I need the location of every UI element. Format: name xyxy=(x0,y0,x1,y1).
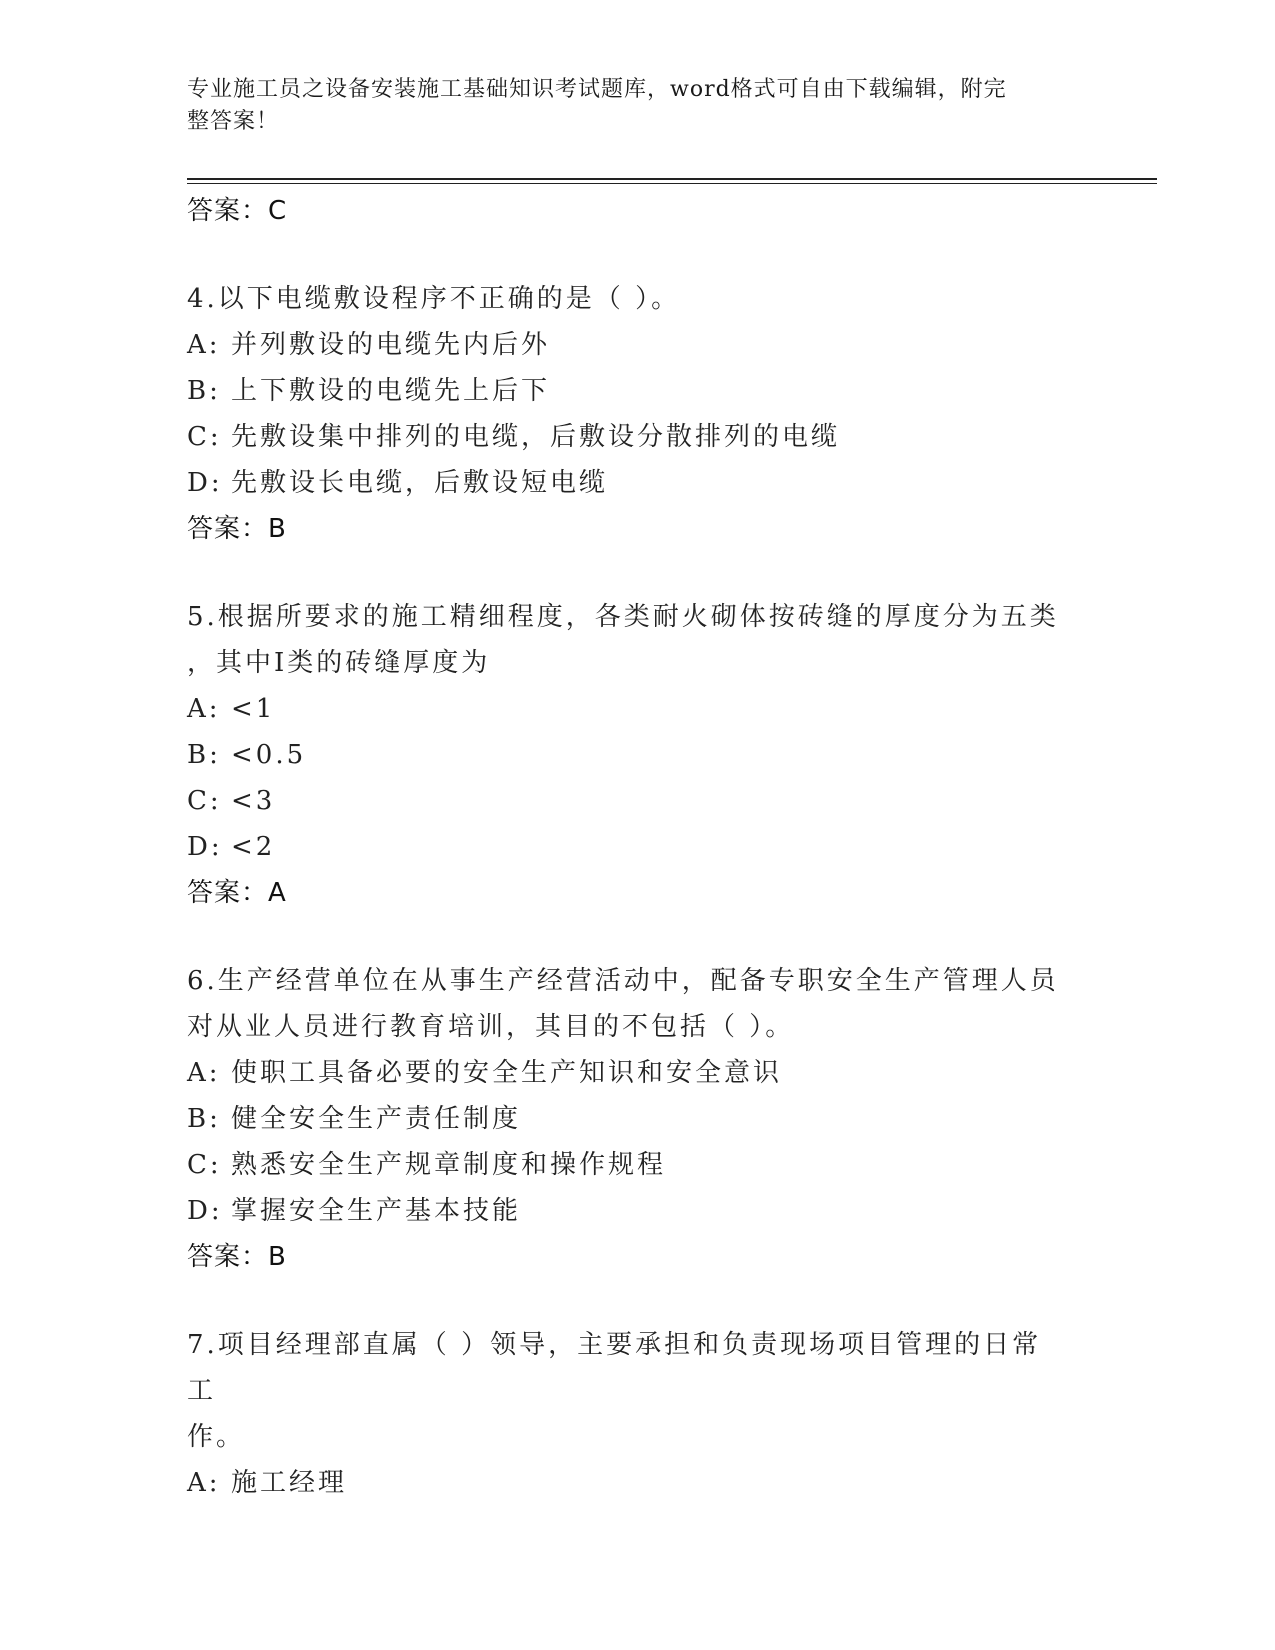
question-stem: 4.以下电缆敷设程序不正确的是（ ）。 xyxy=(187,284,681,314)
option-row xyxy=(187,824,1087,870)
option-text: <0.5 xyxy=(231,740,307,770)
option-label: C: xyxy=(187,422,222,452)
question-stem: 对从业人员进行教育培训，其目的不包括（ ）。 xyxy=(187,1012,795,1042)
option-row xyxy=(187,1142,1087,1188)
option-text: 并列敷设的电缆先内后外 xyxy=(231,330,551,360)
header-divider-thin xyxy=(187,183,1157,184)
option-text: 熟悉安全生产规章制度和操作规程 xyxy=(231,1150,667,1180)
option-label: A: xyxy=(187,330,221,360)
option-label: B: xyxy=(187,376,221,406)
question-stem: 5.根据所要求的施工精细程度，各类耐火砌体按砖缝的厚度分为五类 xyxy=(187,602,1059,632)
question-stem: 7.项目经理部直属（ ）领导，主要承担和负责现场项目管理的日常工 xyxy=(187,1330,1042,1406)
option-text: 先敷设集中排列的电缆，后敷设分散排列的电缆 xyxy=(231,422,841,452)
answer-line: 答案：B xyxy=(187,514,287,544)
option-row xyxy=(187,368,1087,414)
option-label: C: xyxy=(187,1150,222,1180)
option-label: D: xyxy=(187,1196,223,1226)
option-text: 掌握安全生产基本技能 xyxy=(231,1196,522,1226)
option-label: B: xyxy=(187,740,221,770)
header-line-1: 专业施工员之设备安装施工基础知识考试题库，word格式可自由下载编辑，附完 xyxy=(187,77,1007,102)
option-label: D: xyxy=(187,832,223,862)
option-row xyxy=(187,322,1087,368)
question-block xyxy=(187,1322,1087,1506)
option-label: D: xyxy=(187,468,223,498)
option-text: 使职工具备必要的安全生产知识和安全意识 xyxy=(231,1058,783,1088)
question-list xyxy=(187,188,1087,1506)
header-line-2: 整答案！ xyxy=(187,109,280,134)
option-text: 施工经理 xyxy=(231,1468,348,1498)
option-row xyxy=(187,1096,1087,1142)
option-text: <3 xyxy=(231,786,276,816)
option-row xyxy=(187,686,1087,732)
option-row xyxy=(187,732,1087,778)
question-block xyxy=(187,594,1087,916)
answer-line: 答案：B xyxy=(187,1242,287,1272)
option-row xyxy=(187,1460,1087,1506)
option-label: A: xyxy=(187,1468,221,1498)
option-row xyxy=(187,778,1087,824)
option-row xyxy=(187,1188,1087,1234)
option-row xyxy=(187,460,1087,506)
question-stem: 6.生产经营单位在从事生产经营活动中，配备专职安全生产管理人员 xyxy=(187,966,1059,996)
questions-container xyxy=(187,276,1087,1506)
option-text: <2 xyxy=(231,832,276,862)
question-block xyxy=(187,276,1087,552)
question-stem: ，其中Ⅰ类的砖缝厚度为 xyxy=(187,648,491,678)
option-row xyxy=(187,1050,1087,1096)
option-label: B: xyxy=(187,1104,221,1134)
option-text: 上下敷设的电缆先上后下 xyxy=(231,376,551,406)
option-text: 健全安全生产责任制度 xyxy=(231,1104,522,1134)
option-label: A: xyxy=(187,694,221,724)
option-label: A: xyxy=(187,1058,221,1088)
question-block xyxy=(187,958,1087,1280)
answer-line: 答案：A xyxy=(187,878,287,908)
document-header xyxy=(187,74,1067,138)
option-label: C: xyxy=(187,786,222,816)
answer-line: 答案：C xyxy=(187,196,288,226)
option-row xyxy=(187,414,1087,460)
option-text: <1 xyxy=(231,694,276,724)
header-divider-thick xyxy=(187,178,1157,180)
question-stem: 作。 xyxy=(187,1422,246,1452)
option-text: 先敷设长电缆，后敷设短电缆 xyxy=(231,468,609,498)
